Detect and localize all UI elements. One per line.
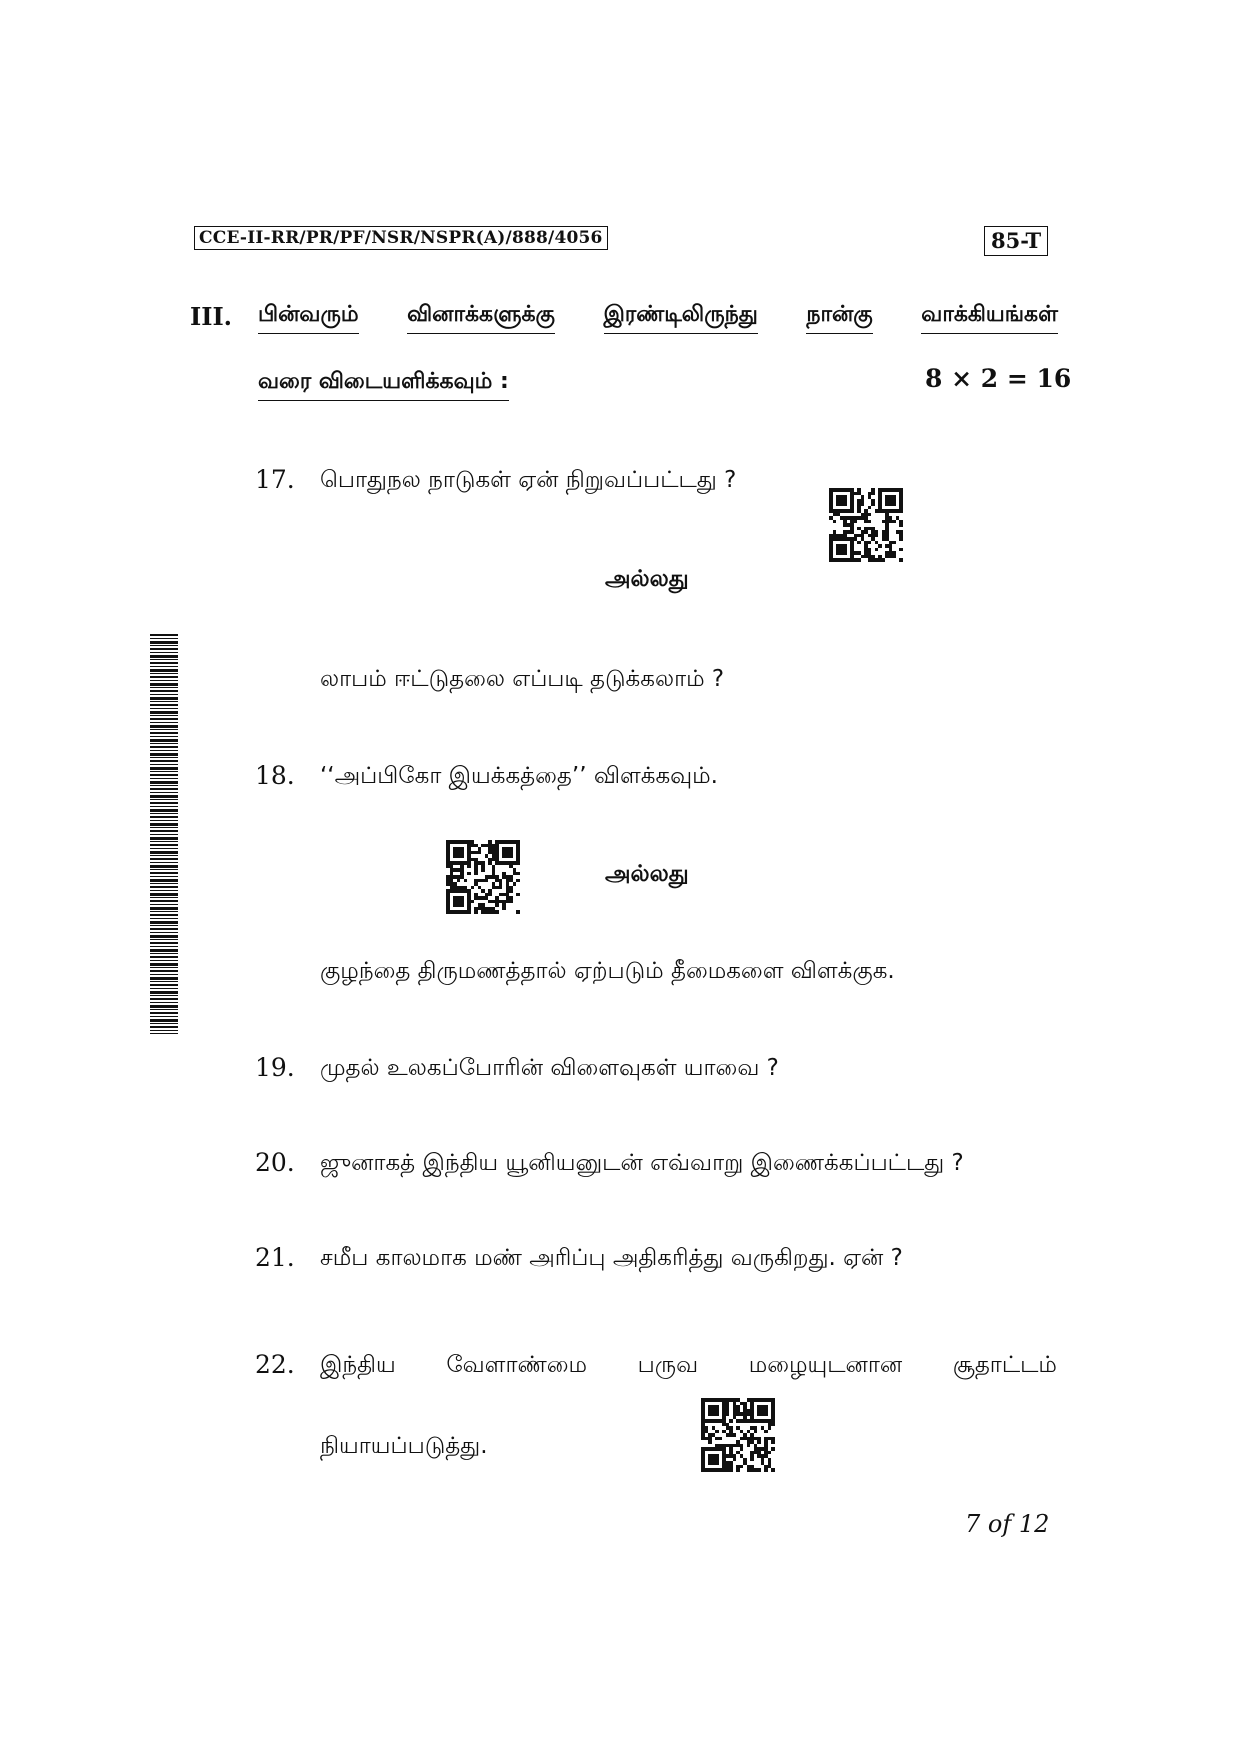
instruction-word: நான்கு bbox=[806, 302, 872, 334]
question-word: இந்திய bbox=[320, 1352, 396, 1378]
question-number: 20. bbox=[255, 1148, 295, 1177]
or-label: அல்லது bbox=[605, 566, 689, 592]
paper-code-box: 85-T bbox=[984, 226, 1048, 256]
or-label: அல்லது bbox=[605, 861, 689, 887]
question-word: சூதாட்டம் bbox=[952, 1352, 1057, 1378]
question-number: 18. bbox=[255, 761, 295, 790]
question-word: வேளாண்மை bbox=[446, 1352, 587, 1378]
instruction-word: வாக்கியங்கள் bbox=[921, 302, 1058, 334]
qr-code-icon bbox=[446, 840, 520, 914]
page-number: 7 of 12 bbox=[965, 1510, 1050, 1538]
question-text bbox=[320, 1352, 1057, 1381]
instruction-word: பின்வரும் bbox=[258, 302, 359, 334]
question-text-continued: நியாயப்படுத்து. bbox=[320, 1433, 488, 1459]
section-marks: 8 × 2 = 16 bbox=[925, 364, 1072, 393]
question-number: 19. bbox=[255, 1053, 295, 1082]
question-text: ஜுனாகத் இந்திய யூனியனுடன் எவ்வாறு இணைக்கப்பட்டது ? bbox=[320, 1150, 964, 1176]
alternate-question-text: குழந்தை திருமணத்தால் ஏற்படும் தீமைகளை விளக்குக. bbox=[320, 958, 895, 984]
question-number: 17. bbox=[255, 465, 295, 494]
question-text: சமீப காலமாக மண் அரிப்பு அதிகரித்து வருகிறது. ஏன் ? bbox=[320, 1245, 903, 1271]
question-text: ‘‘அப்பிகோ இயக்கத்தை’’ விளக்கவும். bbox=[320, 763, 718, 789]
qr-code-icon bbox=[701, 1398, 775, 1472]
barcode-icon bbox=[150, 634, 178, 1034]
question-number: 22. bbox=[255, 1350, 295, 1379]
alternate-question-text: லாபம் ஈட்டுதலை எப்படி தடுக்கலாம் ? bbox=[320, 666, 725, 692]
instruction-word: வினாக்களுக்கு bbox=[407, 302, 555, 334]
qr-code-icon bbox=[829, 488, 903, 562]
question-text: முதல் உலகப்போரின் விளைவுகள் யாவை ? bbox=[320, 1055, 779, 1081]
document-code-box: CCE-II-RR/PR/PF/NSR/NSPR(A)/888/4056 bbox=[194, 226, 608, 250]
question-word: மழையுடனான bbox=[748, 1352, 903, 1378]
section-instruction-line1 bbox=[258, 302, 1058, 334]
instruction-word: இரண்டிலிருந்து bbox=[604, 302, 758, 334]
section-instruction-line2: வரை விடையளிக்கவும் : bbox=[258, 369, 509, 401]
question-text: பொதுநல நாடுகள் ஏன் நிறுவப்பட்டது ? bbox=[320, 467, 737, 493]
question-number: 21. bbox=[255, 1243, 295, 1272]
section-number: III. bbox=[190, 302, 233, 331]
question-word: பருவ bbox=[637, 1352, 699, 1378]
